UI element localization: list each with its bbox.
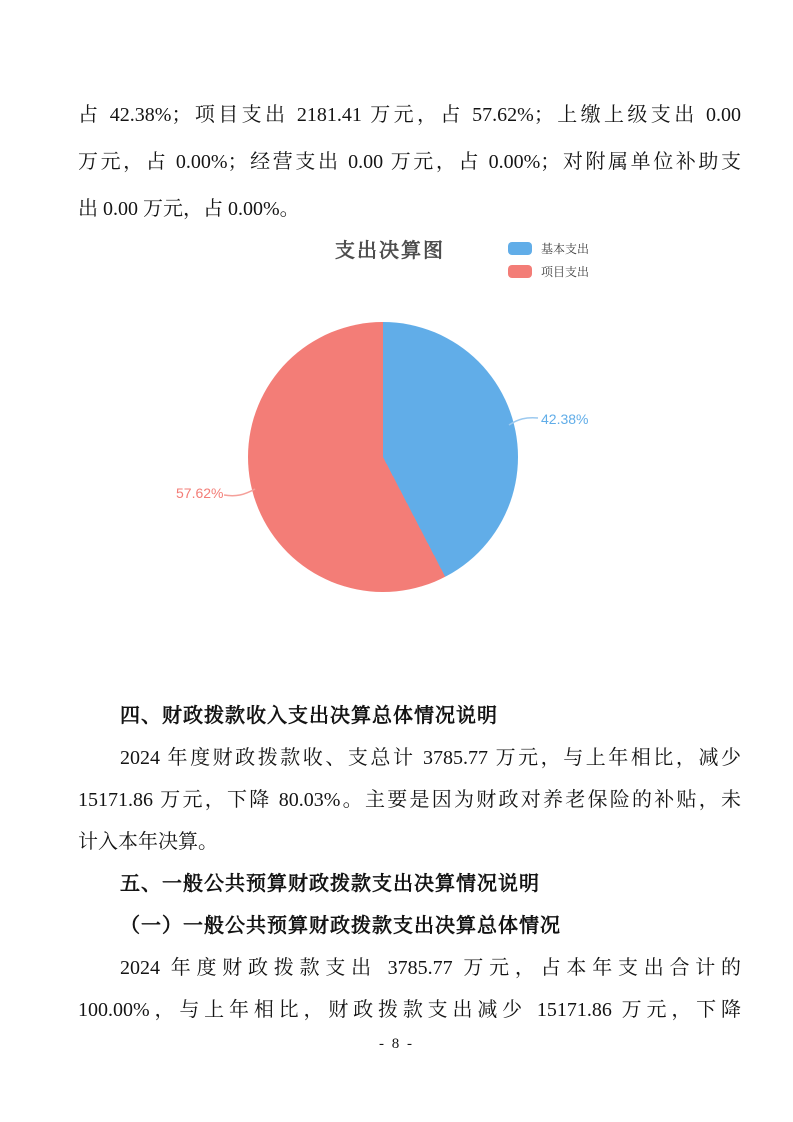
slice-label-basic: 42.38% [541, 411, 589, 427]
body-sections [78, 695, 741, 1031]
chart-legend [508, 237, 589, 283]
section5-line: 2024 年度财政拨款支出 3785.77 万元，占本年支出合计的 [120, 957, 741, 979]
legend-item-basic [508, 237, 589, 260]
section5-heading: 五、一般公共预算财政拨款支出决算情况说明 [120, 873, 540, 895]
section4-line: 2024 年度财政拨款收、支总计 3785.77 万元，与上年相比，减少 [120, 747, 741, 769]
intro-line: 万元，占 0.00%；经营支出 0.00 万元，占 0.00%；对附属单位补助支 [78, 151, 741, 173]
intro-line: 占 42.38%；项目支出 2181.41 万元，占 57.62%；上缴上级支出 0.00 [78, 104, 741, 126]
legend-swatch-project-icon [508, 265, 532, 278]
section5-line: 100.00%，与上年相比，财政拨款支出减少 15171.86 万元，下降 [78, 999, 741, 1021]
leader-line-red [224, 489, 255, 496]
section4-line: 计入本年决算。 [78, 831, 218, 853]
intro-line: 出 0.00 万元，占 0.00%。 [78, 198, 300, 220]
expenditure-pie-chart [0, 228, 793, 668]
page-number: - 8 - [379, 1036, 414, 1052]
chart-title: 支出决算图 [335, 240, 445, 262]
legend-item-project [508, 260, 589, 283]
section4-heading: 四、财政拨款收入支出决算总体情况说明 [120, 705, 498, 727]
legend-label-basic: 基本支出 [541, 242, 590, 256]
pie [248, 322, 518, 592]
legend-label-project: 项目支出 [541, 265, 590, 279]
intro-paragraph [78, 92, 741, 233]
legend-swatch-basic-icon [508, 242, 532, 255]
slice-label-project: 57.62% [176, 485, 224, 501]
section4-line: 15171.86 万元，下降 80.03%。主要是因为财政对养老保险的补贴，未 [78, 789, 741, 811]
section5-subheading: （一）一般公共预算财政拨款支出决算总体情况 [120, 915, 561, 937]
